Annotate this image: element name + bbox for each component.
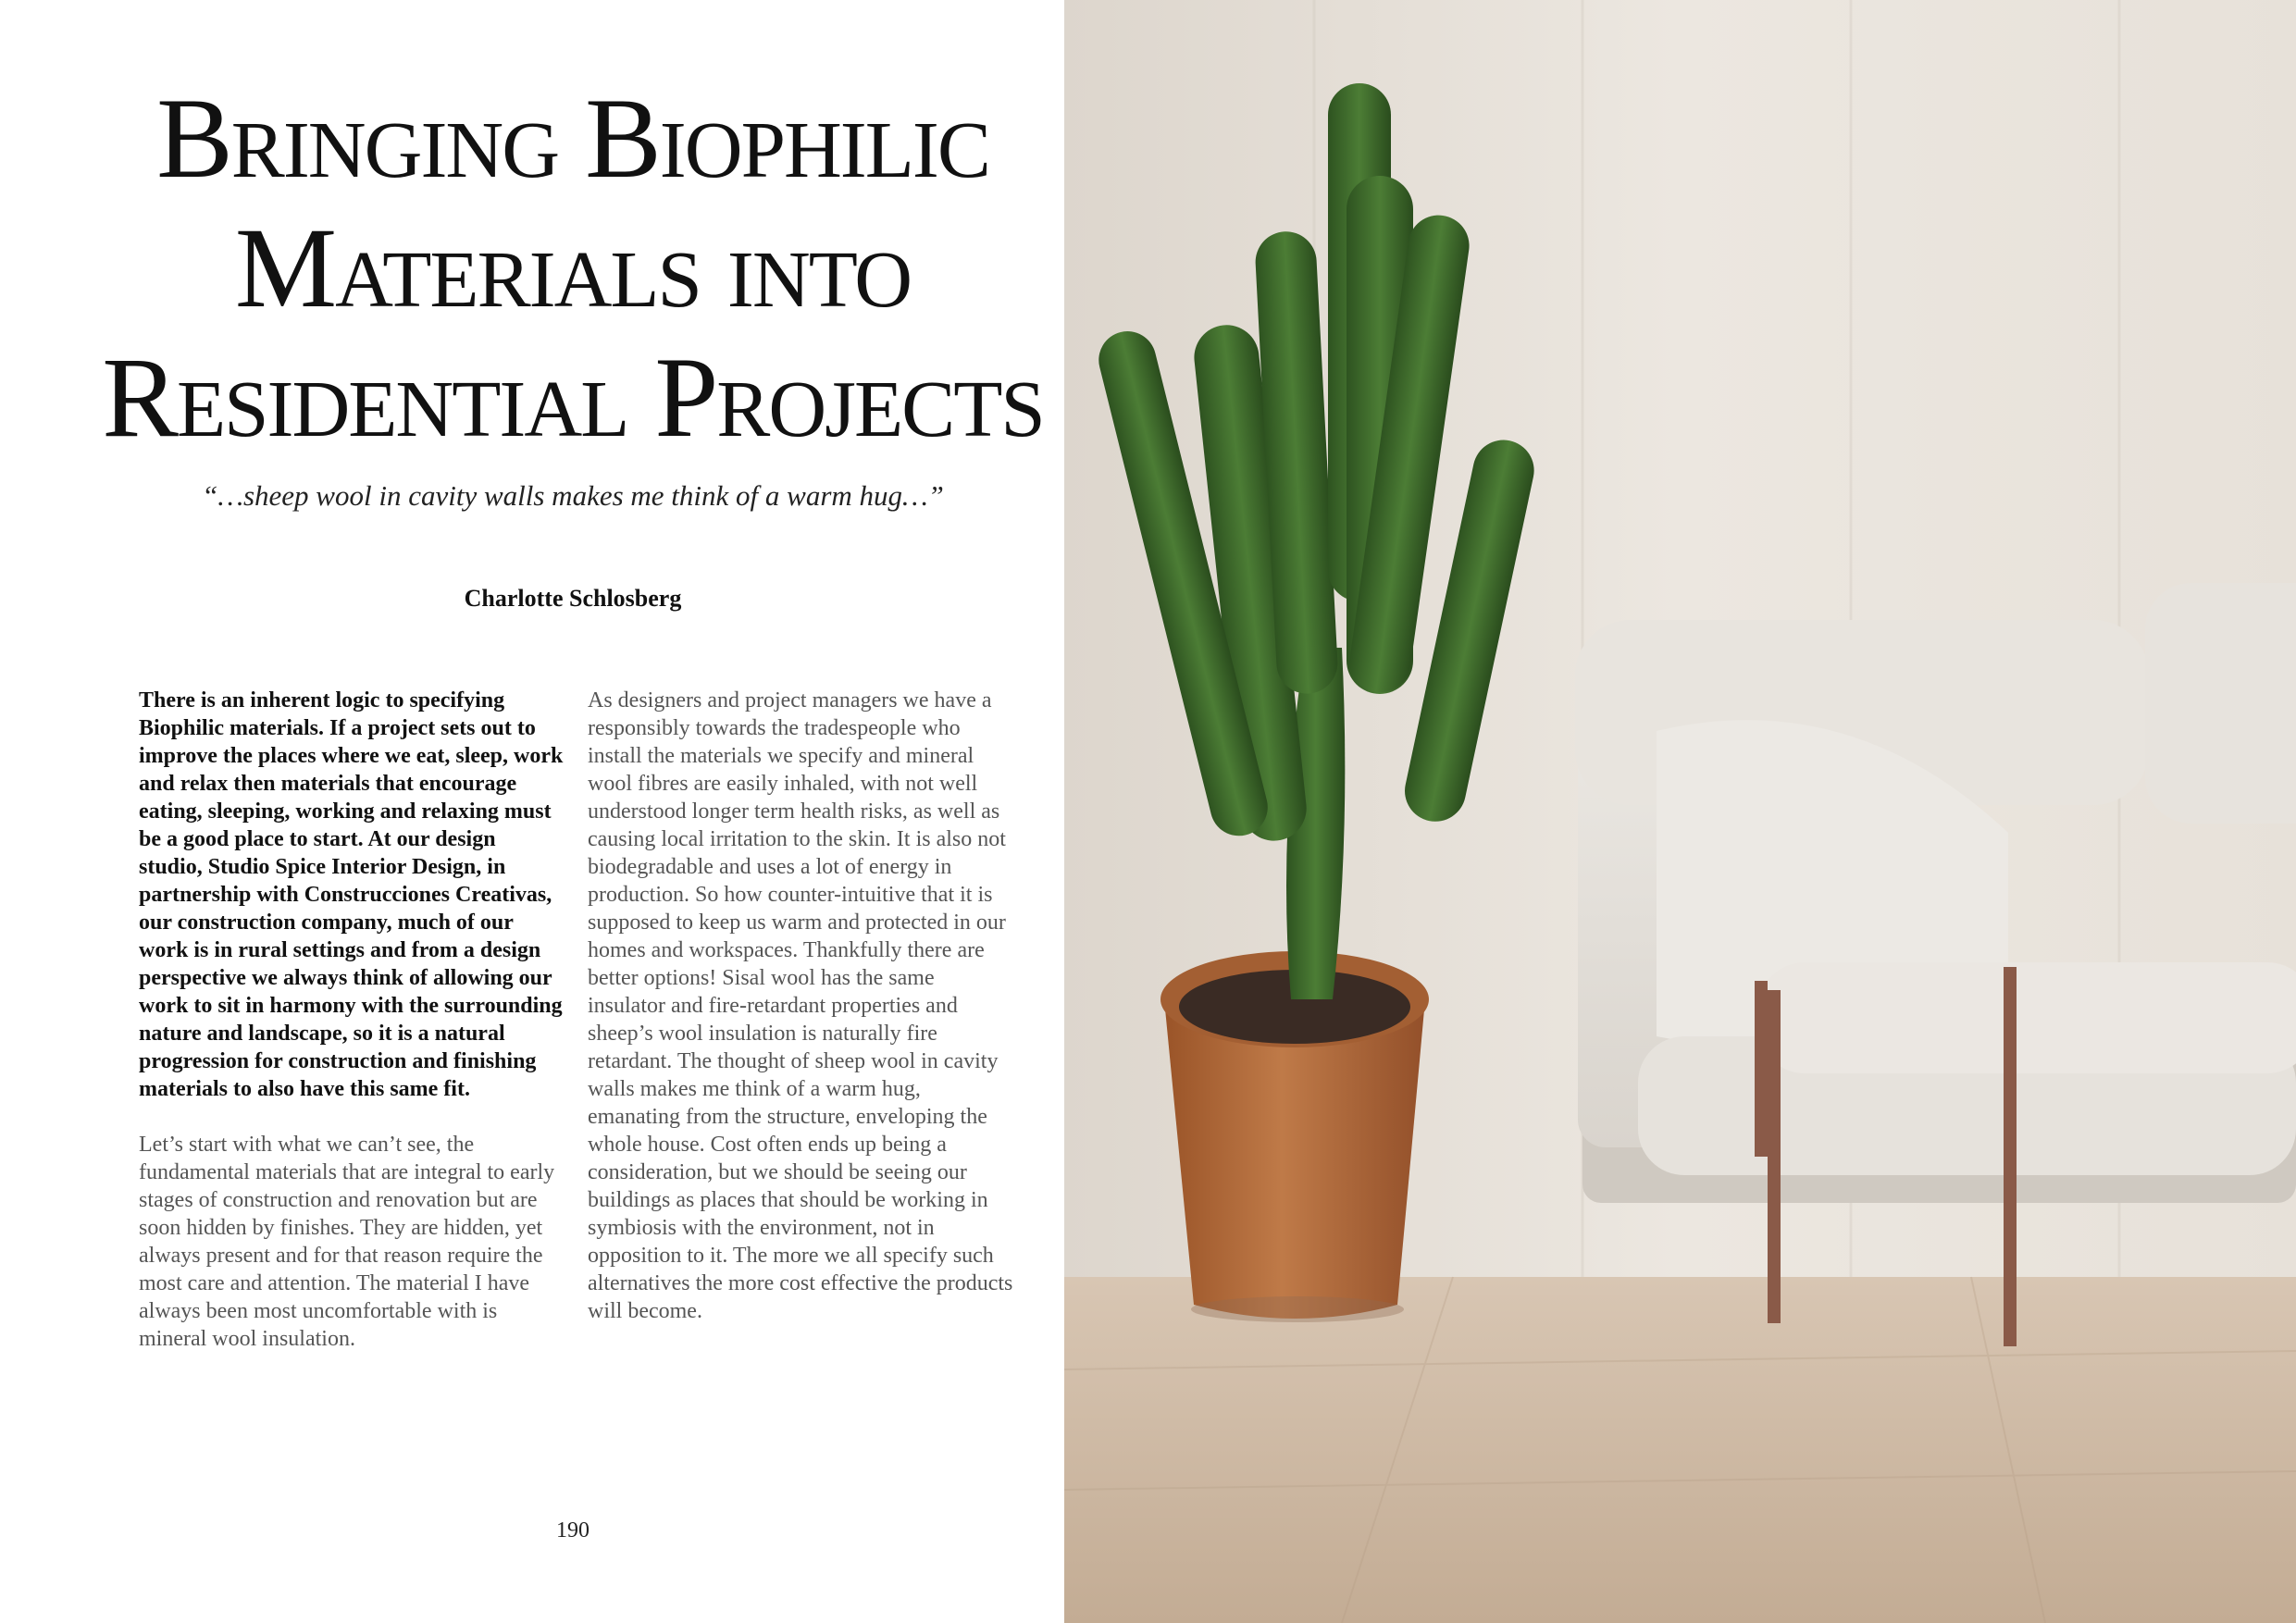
title-line-1: Bringing Biophilic — [156, 75, 989, 202]
title-line-3: Residential Projects — [102, 334, 1044, 461]
photo-illustration — [1064, 0, 2296, 1623]
article-title — [0, 74, 1146, 463]
body-paragraph: As designers and project managers we have a responsibly towards the tradespeople who install the materials we specify and mineral wool fibres are easily inhaled, with not well understood longer term health risks, as well as causing local irritation to the skin. It is also not biodegradable and uses a lot of energy in production. So how counter-intuitive that it is supposed to keep us warm and protected in our homes and workspaces. Thankfully there are better options! Sisal wool has the same insulator and fire-retardant properties and sheep’s wool insulation is naturally fire retardant. The thought of sheep wool in cavity walls makes me think of a warm hug, emanating from the structure, enveloping the whole house. Cost often ends up being a consideration, but we should be seeing our buildings as places that should be working in symbiosis with the environment, not in opposition to it. The more we all specify such alternatives the more cost effective the products will become. — [588, 688, 1013, 1323]
pull-quote: “…sheep wool in cavity walls makes me think of a warm hug…” — [202, 479, 944, 512]
article-column-1 — [139, 687, 565, 1381]
interior-photo — [1064, 0, 2296, 1623]
title-line-2: Materials into — [234, 204, 912, 331]
article-column-2 — [588, 687, 1013, 1353]
author-byline: Charlotte Schlosberg — [464, 585, 682, 612]
page-number: 190 — [556, 1518, 590, 1542]
terracotta-pot-icon — [1160, 951, 1429, 1322]
body-paragraph: Let’s start with what we can’t see, the fundamental materials that are integral to early stages of construction and renovation but are soon hidden by finishes. They are hidden, yet always present and for that reason require the most care and attention. The material I have always been most uncomfortable with is mineral wool insulation. — [139, 1133, 555, 1351]
left-page — [0, 0, 1064, 1623]
floor — [1064, 1277, 2296, 1623]
lead-paragraph: There is an inherent logic to specifying Biophilic materials. If a project sets out to improve the places where we eat, sleep, work and relax then materials that encourage eating, sleeping, working and relaxing must be a good place to start. At our design studio, Studio Spice Interior Design, in partnership with Construcciones Creativas, our construction company, much of our work is in rural settings and from a design perspective we always think of allowing our work to sit in harmony with the surrounding nature and landscape, so it is a natural progression for construction and finishing materials to also have this same fit. — [139, 688, 564, 1101]
